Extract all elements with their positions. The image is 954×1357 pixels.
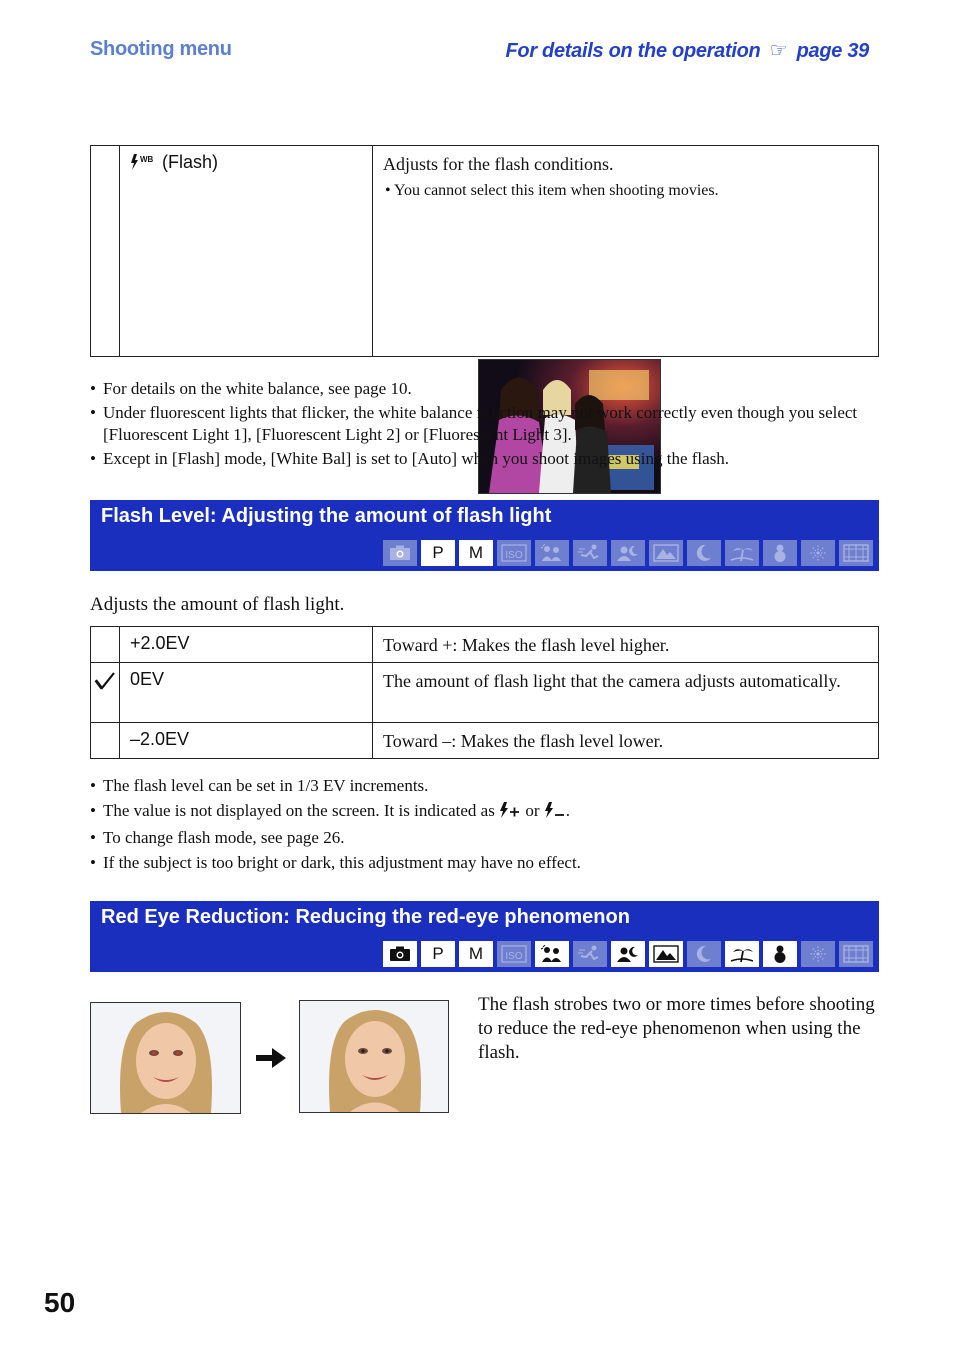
note-text: The value is not displayed on the screen. It is indicated as bbox=[103, 801, 495, 820]
movie-icon bbox=[839, 941, 873, 967]
svg-text:ISO: ISO bbox=[505, 951, 523, 962]
note-text: or bbox=[525, 801, 540, 820]
twilight-icon bbox=[687, 941, 721, 967]
pointing-hand-icon: ☞ bbox=[769, 40, 788, 62]
red-eye-after-photo bbox=[299, 1000, 449, 1113]
snow-icon bbox=[763, 540, 797, 566]
flash-plus-icon bbox=[499, 801, 521, 824]
option-label: 0EV bbox=[130, 669, 165, 689]
marker-cell bbox=[91, 723, 120, 759]
list-item: • Except in [Flash] mode, [White Bal] is set to [Auto] when you shoot images using the flash. bbox=[90, 448, 880, 470]
note-text: You cannot select this item when shooting movies. bbox=[394, 182, 719, 199]
twilight-icon bbox=[687, 540, 721, 566]
white-balance-flash-table bbox=[90, 145, 879, 357]
flash-level-mode-icons bbox=[383, 540, 873, 566]
list-item: • Under fluorescent lights that flicker, the white balance function may not work correctly even though you select [Fluorescent Light 1], [Fluorescent Light 2] or [Fluorescent Light 3]. bbox=[90, 402, 880, 446]
option-label: +2.0EV bbox=[130, 633, 190, 653]
camera-icon bbox=[383, 540, 417, 566]
table-row bbox=[91, 663, 879, 723]
flash-wb-icon bbox=[130, 154, 156, 175]
option-desc-cell bbox=[373, 663, 879, 723]
red-eye-title: Red Eye Reduction: Reducing the red-eye phenomenon bbox=[101, 906, 630, 928]
sports-icon bbox=[573, 540, 607, 566]
portrait-icon bbox=[535, 540, 569, 566]
operation-reference bbox=[505, 38, 869, 63]
arrow-right-icon bbox=[256, 1047, 286, 1074]
option-desc-cell bbox=[373, 723, 879, 759]
twilight-portrait-icon bbox=[611, 540, 645, 566]
beach-icon bbox=[725, 540, 759, 566]
red-eye-banner bbox=[90, 901, 879, 972]
svg-text:ISO: ISO bbox=[505, 550, 523, 561]
section-title: Shooting menu bbox=[90, 38, 232, 60]
marker-cell bbox=[91, 146, 120, 357]
flash-level-title: Flash Level: Adjusting the amount of flash light bbox=[101, 505, 552, 527]
fireworks-icon bbox=[801, 941, 835, 967]
marker-cell bbox=[91, 663, 120, 723]
option-desc-cell bbox=[373, 627, 879, 663]
red-eye-description: The flash strobes two or more times before shooting to reduce the red-eye phenomenon when using the flash. bbox=[478, 994, 875, 1063]
description-cell bbox=[373, 146, 879, 357]
snow-icon bbox=[763, 941, 797, 967]
option-cell bbox=[120, 627, 373, 663]
list-item: • The flash level can be set in 1/3 EV increments. bbox=[90, 774, 880, 797]
iso-icon bbox=[497, 540, 531, 566]
portrait-icon bbox=[535, 941, 569, 967]
red-eye-before-photo bbox=[90, 1002, 241, 1114]
white-balance-notes bbox=[90, 378, 880, 472]
svg-text:WB: WB bbox=[140, 155, 154, 164]
list-item: • If the subject is too bright or dark, this adjustment may have no effect. bbox=[90, 851, 880, 874]
fireworks-icon bbox=[801, 540, 835, 566]
flash-minus-icon bbox=[544, 801, 566, 824]
table-row bbox=[91, 723, 879, 759]
red-eye-mode-icons bbox=[383, 941, 873, 967]
option-cell bbox=[120, 663, 373, 723]
option-desc: Toward –: Makes the flash level lower. bbox=[383, 731, 664, 751]
mode-m-badge: M bbox=[459, 540, 493, 566]
flash-level-table bbox=[90, 626, 879, 759]
option-desc: The amount of flash light that the camera adjusts automatically. bbox=[383, 671, 841, 691]
reference-page-link[interactable]: page 39 bbox=[796, 40, 869, 62]
camera-icon bbox=[383, 941, 417, 967]
mode-m-badge: M bbox=[459, 941, 493, 967]
note-text: . bbox=[565, 801, 571, 820]
beach-icon bbox=[725, 941, 759, 967]
description-text: Adjusts for the flash conditions. bbox=[383, 154, 614, 174]
marker-cell bbox=[91, 627, 120, 663]
mode-p-badge: P bbox=[421, 540, 455, 566]
page-number: 50 bbox=[44, 1287, 76, 1318]
landscape-icon bbox=[649, 941, 683, 967]
option-desc: Toward +: Makes the flash level higher. bbox=[383, 635, 670, 655]
description-note: • You cannot select this item when shooting movies. bbox=[385, 182, 719, 199]
mode-p-badge: P bbox=[421, 941, 455, 967]
list-item: • For details on the white balance, see page 10. bbox=[90, 378, 880, 400]
iso-icon bbox=[497, 941, 531, 967]
reference-text: For details on the operation bbox=[505, 40, 761, 62]
flash-level-intro: Adjusts the amount of flash light. bbox=[90, 594, 345, 615]
sports-icon bbox=[573, 941, 607, 967]
list-item: • To change flash mode, see page 26. bbox=[90, 826, 880, 849]
movie-icon bbox=[839, 540, 873, 566]
option-label: –2.0EV bbox=[130, 729, 190, 749]
flash-level-banner bbox=[90, 500, 879, 571]
item-cell bbox=[120, 146, 373, 357]
option-cell bbox=[120, 723, 373, 759]
item-label: (Flash) bbox=[162, 152, 219, 172]
twilight-portrait-icon bbox=[611, 941, 645, 967]
checkmark-icon bbox=[91, 663, 119, 696]
landscape-icon bbox=[649, 540, 683, 566]
flash-level-notes bbox=[90, 774, 880, 876]
list-item bbox=[90, 799, 880, 824]
table-row bbox=[91, 627, 879, 663]
